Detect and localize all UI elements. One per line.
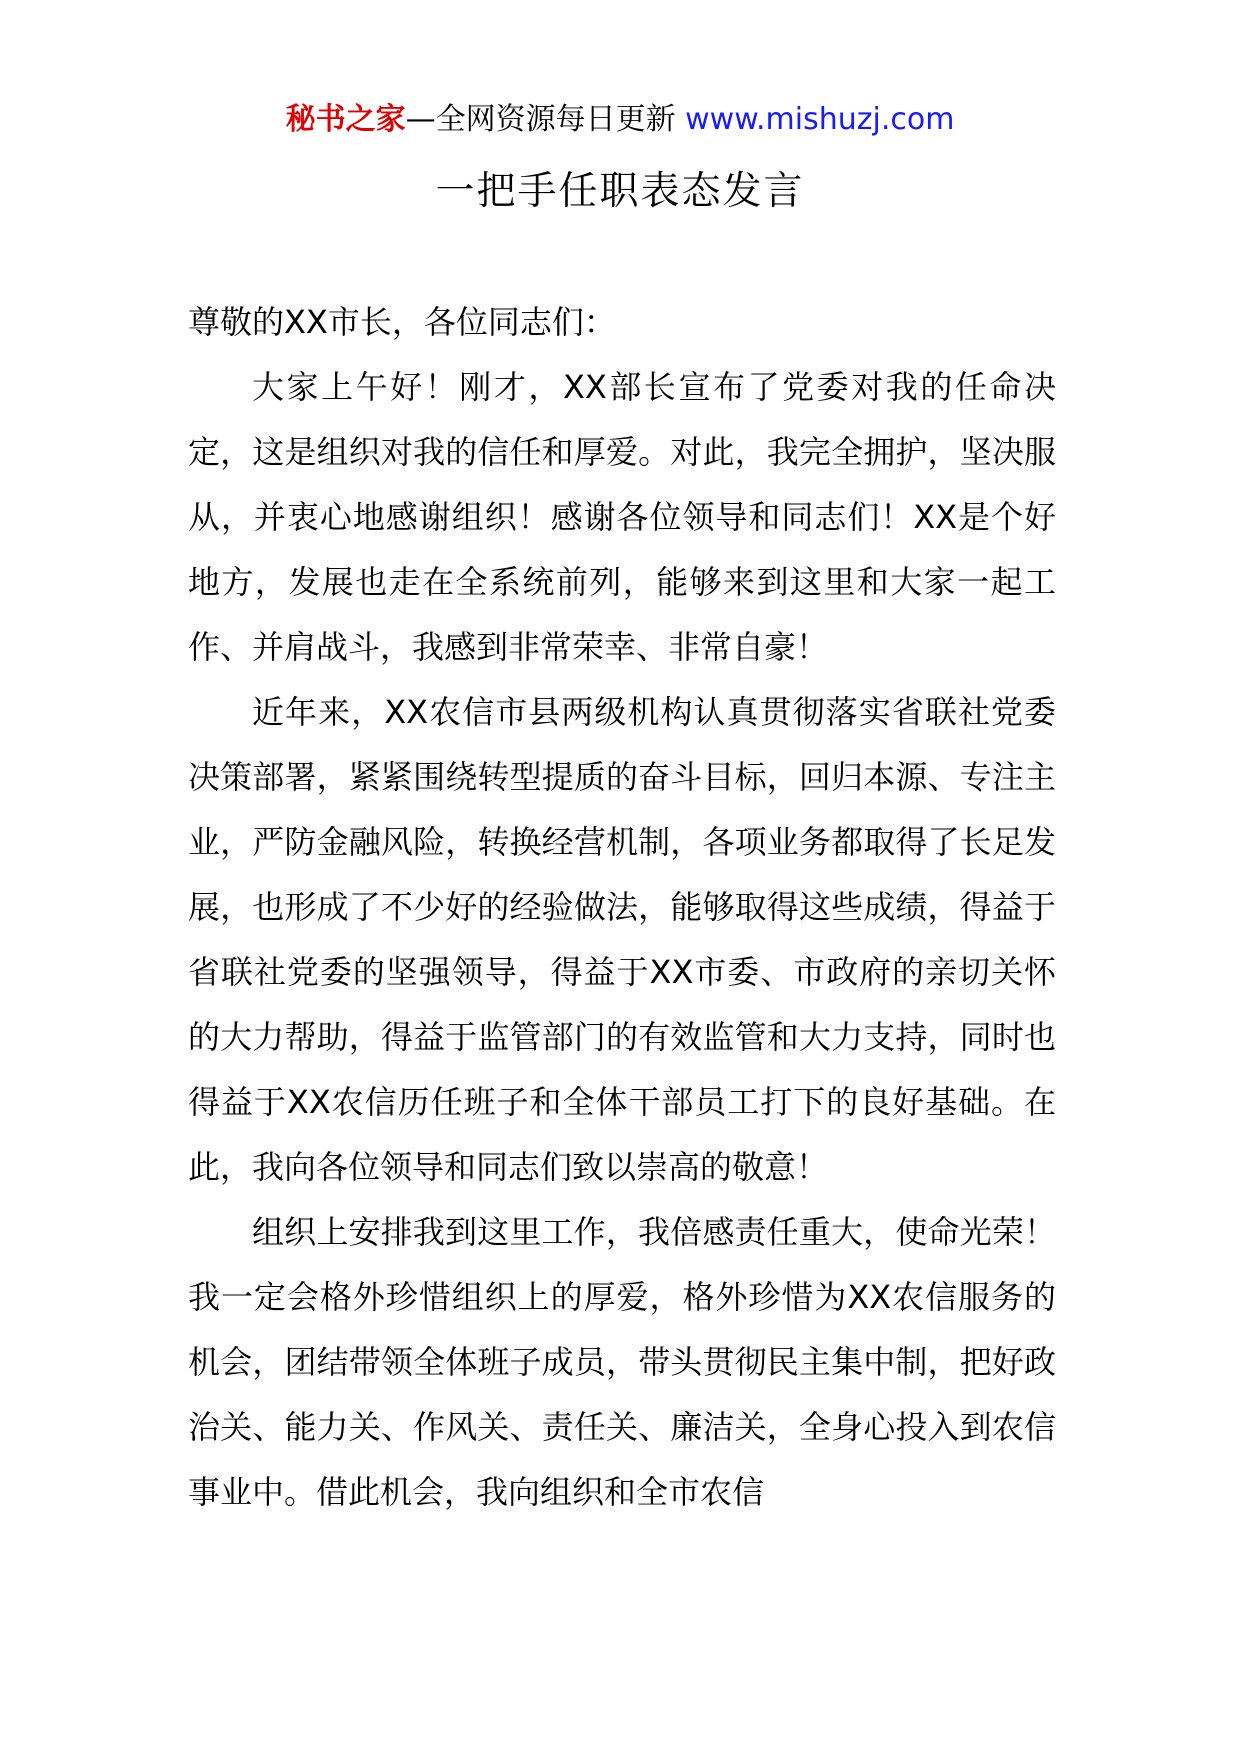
body-paragraph: 近年来，XX农信市县两级机构认真贯彻落实省联社党委决策部署，紧紧围绕转型提质的奋斗目标，回归本源、专注主业，严防金融风险，转换经营机制，各项业务都取得了长足发展，也形成了不少好的经验做法，能够取得这些成绩，得益于省联社党委的坚强领导，得益于XX市委、市政府的亲切关怀的大力帮助，得益于监管部门的有效监管和大力支持，同时也得益于XX农信历任班子和全体干部员工打下的良好基础。在此，我向各位领导和同志们致以崇高的敬意！ <box>188 693 1056 1186</box>
salutation: 尊敬的XX市长，各位同志们： <box>188 303 616 341</box>
document-body <box>188 290 1056 1525</box>
site-url-link[interactable]: www.mishuzj.com <box>685 102 955 137</box>
body-paragraph: 大家上午好！刚才，XX部长宣布了党委对我的任命决定，这是组织对我的信任和厚爱。对此，我完全拥护，坚决服从，并衷心地感谢组织！感谢各位领导和同志们！XX是个好地方，发展也走在全系统前列，能够来到这里和大家一起工作、并肩战斗，我感到非常荣幸、非常自豪！ <box>188 368 1056 666</box>
body-paragraph: 组织上安排我到这里工作，我倍感责任重大，使命光荣！我一定会格外珍惜组织上的厚爱，格外珍惜为XX农信服务的机会，团结带领全体班子成员，带头贯彻民主集中制，把好政治关、能力关、作风关、责任关、廉洁关，全身心投入到农信事业中。借此机会，我向组织和全市农信 <box>188 1213 1056 1511</box>
site-tagline: —全网资源每日更新 <box>405 102 686 137</box>
site-header <box>0 100 1240 140</box>
site-brand: 秘书之家 <box>285 102 406 137</box>
document-title: 一把手任职表态发言 <box>435 169 805 214</box>
